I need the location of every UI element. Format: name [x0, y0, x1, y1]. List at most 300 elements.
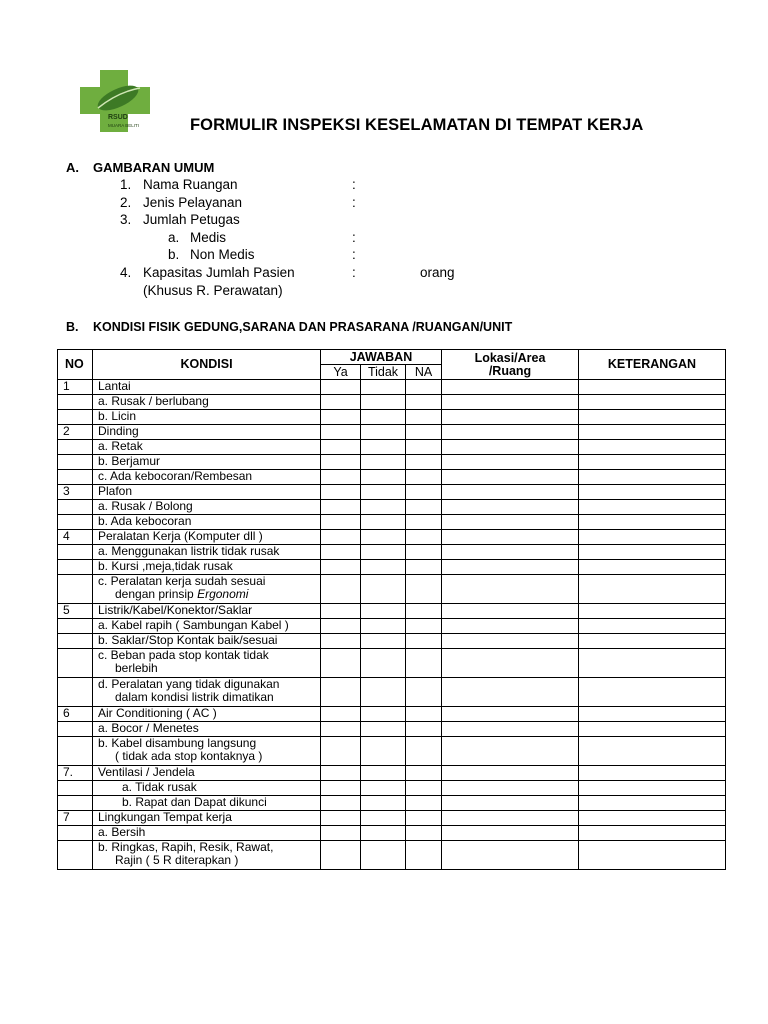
answer-ya-cell[interactable] — [321, 678, 361, 707]
row-kondisi — [93, 545, 321, 560]
row-kondisi — [93, 826, 321, 841]
kondisi-line1: d. Peralatan yang tidak digunakan — [98, 677, 280, 691]
kondisi-line1: Dinding — [98, 424, 139, 438]
lokasi-cell[interactable] — [442, 649, 579, 678]
answer-tidak-cell[interactable] — [361, 811, 406, 826]
lokasi-cell[interactable] — [442, 485, 579, 500]
logo-subtext: MUARA BELITI — [108, 123, 140, 128]
section-a-title: GAMBARAN UMUM — [93, 160, 215, 175]
kondisi-line2 — [98, 854, 320, 867]
keterangan-cell[interactable] — [579, 545, 726, 560]
answer-ya-cell[interactable] — [321, 619, 361, 634]
answer-tidak-cell[interactable] — [361, 766, 406, 781]
row-number — [58, 560, 93, 575]
kondisi-line2-text: ( tidak ada stop kontaknya ) — [115, 749, 263, 763]
keterangan-cell[interactable] — [579, 841, 726, 870]
kondisi-line1: a. Bersih — [98, 825, 146, 839]
table-row — [58, 766, 726, 781]
row-number — [58, 575, 93, 604]
answer-tidak-cell[interactable] — [361, 619, 406, 634]
kapasitas-colon: : — [352, 265, 356, 280]
jenis-pelayanan-colon: : — [352, 195, 356, 210]
item-num: b. — [168, 247, 180, 262]
answer-na-cell[interactable] — [406, 425, 442, 440]
answer-tidak-cell[interactable] — [361, 575, 406, 604]
kondisi-line1: b. Berjamur — [98, 454, 161, 468]
row-kondisi — [93, 634, 321, 649]
row-number — [58, 515, 93, 530]
table-row — [58, 560, 726, 575]
row-number — [58, 470, 93, 485]
answer-ya-cell[interactable] — [321, 766, 361, 781]
header-na: NA — [406, 365, 442, 380]
answer-tidak-cell[interactable] — [361, 470, 406, 485]
header-no: NO — [58, 350, 93, 380]
answer-tidak-cell[interactable] — [361, 560, 406, 575]
answer-na-cell[interactable] — [406, 515, 442, 530]
kondisi-line1: b. Saklar/Stop Kontak baik/sesuai — [98, 633, 278, 647]
answer-tidak-cell[interactable] — [361, 455, 406, 470]
lokasi-cell[interactable] — [442, 811, 579, 826]
answer-ya-cell[interactable] — [321, 604, 361, 619]
table-row — [58, 425, 726, 440]
table-row — [58, 722, 726, 737]
keterangan-cell[interactable] — [579, 470, 726, 485]
kondisi-line2-text: Rajin ( 5 R diterapkan ) — [115, 853, 239, 867]
row-kondisi — [93, 722, 321, 737]
table-row — [58, 649, 726, 678]
lokasi-cell[interactable] — [442, 678, 579, 707]
table-row — [58, 781, 726, 796]
non-medis-colon: : — [352, 247, 356, 262]
answer-tidak-cell[interactable] — [361, 604, 406, 619]
row-kondisi — [93, 485, 321, 500]
keterangan-cell[interactable] — [579, 440, 726, 455]
keterangan-cell[interactable] — [579, 811, 726, 826]
answer-ya-cell[interactable] — [321, 575, 361, 604]
lokasi-cell[interactable] — [442, 826, 579, 841]
inspection-table — [57, 349, 726, 870]
answer-ya-cell[interactable] — [321, 485, 361, 500]
answer-na-cell[interactable] — [406, 500, 442, 515]
lokasi-cell[interactable] — [442, 619, 579, 634]
row-number — [58, 826, 93, 841]
keterangan-cell[interactable] — [579, 604, 726, 619]
item-num: 3. — [120, 212, 132, 227]
keterangan-cell[interactable] — [579, 575, 726, 604]
answer-tidak-cell[interactable] — [361, 722, 406, 737]
answer-ya-cell[interactable] — [321, 826, 361, 841]
header-jawaban: JAWABAN — [321, 350, 442, 365]
answer-ya-cell[interactable] — [321, 707, 361, 722]
row-number — [58, 781, 93, 796]
answer-ya-cell[interactable] — [321, 380, 361, 395]
kondisi-line1: b. Kabel disambung langsung — [98, 736, 257, 750]
kondisi-line1: Plafon — [98, 484, 133, 498]
keterangan-cell[interactable] — [579, 766, 726, 781]
row-kondisi — [93, 440, 321, 455]
table-row — [58, 470, 726, 485]
answer-na-cell[interactable] — [406, 737, 442, 766]
kondisi-line2 — [98, 750, 320, 763]
row-number: 4 — [58, 530, 93, 545]
kondisi-line2 — [98, 691, 320, 704]
answer-tidak-cell[interactable] — [361, 530, 406, 545]
row-kondisi — [93, 707, 321, 722]
non-medis-label: Non Medis — [190, 247, 255, 262]
answer-tidak-cell[interactable] — [361, 649, 406, 678]
kondisi-line2 — [98, 662, 320, 675]
table-row — [58, 545, 726, 560]
keterangan-cell[interactable] — [579, 560, 726, 575]
kondisi-line1: b. Ringkas, Rapih, Resik, Rawat, — [98, 840, 274, 854]
answer-na-cell[interactable] — [406, 826, 442, 841]
keterangan-cell[interactable] — [579, 649, 726, 678]
answer-tidak-cell[interactable] — [361, 485, 406, 500]
answer-na-cell[interactable] — [406, 604, 442, 619]
answer-na-cell[interactable] — [406, 410, 442, 425]
answer-ya-cell[interactable] — [321, 455, 361, 470]
keterangan-cell[interactable] — [579, 410, 726, 425]
answer-na-cell[interactable] — [406, 781, 442, 796]
table-row — [58, 634, 726, 649]
kondisi-line1: c. Beban pada stop kontak tidak — [98, 648, 269, 662]
row-kondisi — [93, 500, 321, 515]
keterangan-cell[interactable] — [579, 722, 726, 737]
header-keterangan: KETERANGAN — [579, 350, 726, 380]
row-number — [58, 678, 93, 707]
row-kondisi — [93, 395, 321, 410]
answer-na-cell[interactable] — [406, 634, 442, 649]
kondisi-line1: Listrik/Kabel/Konektor/Saklar — [98, 603, 253, 617]
table-row — [58, 811, 726, 826]
row-number — [58, 545, 93, 560]
lokasi-cell[interactable] — [442, 781, 579, 796]
answer-tidak-cell[interactable] — [361, 440, 406, 455]
answer-na-cell[interactable] — [406, 485, 442, 500]
keterangan-cell[interactable] — [579, 485, 726, 500]
row-kondisi — [93, 781, 321, 796]
answer-ya-cell[interactable] — [321, 425, 361, 440]
answer-na-cell[interactable] — [406, 707, 442, 722]
section-a — [66, 160, 214, 175]
answer-ya-cell[interactable] — [321, 796, 361, 811]
answer-tidak-cell[interactable] — [361, 425, 406, 440]
nama-ruangan-colon: : — [352, 177, 356, 192]
answer-na-cell[interactable] — [406, 678, 442, 707]
keterangan-cell[interactable] — [579, 737, 726, 766]
answer-na-cell[interactable] — [406, 619, 442, 634]
kondisi-line1: b. Rapat dan Dapat dikunci — [122, 795, 267, 809]
row-number — [58, 649, 93, 678]
header-lokasi-line2: /Ruang — [488, 363, 532, 378]
answer-na-cell[interactable] — [406, 455, 442, 470]
row-number: 7 — [58, 811, 93, 826]
header-kondisi: KONDISI — [93, 350, 321, 380]
row-kondisi — [93, 649, 321, 678]
answer-tidak-cell[interactable] — [361, 826, 406, 841]
lokasi-cell[interactable] — [442, 515, 579, 530]
row-number — [58, 410, 93, 425]
table-row — [58, 455, 726, 470]
kondisi-line1: b. Ada kebocoran — [98, 514, 192, 528]
lokasi-cell[interactable] — [442, 634, 579, 649]
answer-ya-cell[interactable] — [321, 841, 361, 870]
kondisi-line1: a. Menggunakan listrik tidak rusak — [98, 544, 280, 558]
table-row — [58, 410, 726, 425]
row-kondisi — [93, 841, 321, 870]
row-number — [58, 619, 93, 634]
form-title: FORMULIR INSPEKSI KESELAMATAN DI TEMPAT KERJA — [190, 116, 644, 134]
lokasi-cell[interactable] — [442, 380, 579, 395]
kapasitas-unit: orang — [420, 265, 455, 280]
table-row — [58, 380, 726, 395]
lokasi-cell[interactable] — [442, 470, 579, 485]
row-number — [58, 796, 93, 811]
lokasi-cell[interactable] — [442, 575, 579, 604]
row-number: 3 — [58, 485, 93, 500]
table-row — [58, 530, 726, 545]
answer-na-cell[interactable] — [406, 796, 442, 811]
header-ya: Ya — [321, 365, 361, 380]
table-row — [58, 500, 726, 515]
row-kondisi — [93, 766, 321, 781]
lokasi-cell[interactable] — [442, 545, 579, 560]
answer-ya-cell[interactable] — [321, 410, 361, 425]
logo-text: RSUD — [108, 114, 128, 121]
keterangan-cell[interactable] — [579, 796, 726, 811]
lokasi-cell[interactable] — [442, 500, 579, 515]
kondisi-line2-italic: Ergonomi — [197, 587, 249, 601]
keterangan-cell[interactable] — [579, 619, 726, 634]
table-row — [58, 678, 726, 707]
kondisi-line1: c. Ada kebocoran/Rembesan — [98, 469, 253, 483]
jumlah-petugas-label: Jumlah Petugas — [143, 212, 240, 227]
answer-na-cell[interactable] — [406, 470, 442, 485]
keterangan-cell[interactable] — [579, 826, 726, 841]
kondisi-line1: b. Licin — [98, 409, 137, 423]
row-kondisi — [93, 678, 321, 707]
keterangan-cell[interactable] — [579, 781, 726, 796]
lokasi-cell[interactable] — [442, 440, 579, 455]
answer-ya-cell[interactable] — [321, 560, 361, 575]
answer-na-cell[interactable] — [406, 380, 442, 395]
row-number — [58, 440, 93, 455]
kondisi-line1: b. Kursi ,meja,tidak rusak — [98, 559, 233, 573]
table-row — [58, 737, 726, 766]
answer-na-cell[interactable] — [406, 811, 442, 826]
row-kondisi — [93, 604, 321, 619]
row-kondisi — [93, 455, 321, 470]
nama-ruangan-label: Nama Ruangan — [143, 177, 238, 192]
row-kondisi — [93, 425, 321, 440]
header-tidak: Tidak — [361, 365, 406, 380]
row-kondisi — [93, 737, 321, 766]
keterangan-cell[interactable] — [579, 634, 726, 649]
lokasi-cell[interactable] — [442, 737, 579, 766]
item-num: 1. — [120, 177, 132, 192]
kondisi-line1: a. Rusak / berlubang — [98, 394, 209, 408]
answer-ya-cell[interactable] — [321, 634, 361, 649]
row-number: 1 — [58, 380, 93, 395]
table-row — [58, 796, 726, 811]
section-b-heading — [66, 320, 512, 334]
kondisi-line1: Peralatan Kerja (Komputer dll ) — [98, 529, 263, 543]
answer-tidak-cell[interactable] — [361, 634, 406, 649]
hospital-logo — [80, 70, 170, 132]
table-row — [58, 440, 726, 455]
kondisi-line1: a. Kabel rapih ( Sambungan Kabel ) — [98, 618, 289, 632]
section-a-letter: A. — [66, 160, 79, 175]
item-num: 2. — [120, 195, 132, 210]
kondisi-line1: a. Bocor / Menetes — [98, 721, 199, 735]
khusus-note: (Khusus R. Perawatan) — [143, 283, 283, 298]
lokasi-cell[interactable] — [442, 530, 579, 545]
section-a-heading — [66, 160, 214, 175]
row-number — [58, 395, 93, 410]
keterangan-cell[interactable] — [579, 515, 726, 530]
row-kondisi — [93, 811, 321, 826]
row-number — [58, 737, 93, 766]
lokasi-cell[interactable] — [442, 722, 579, 737]
keterangan-cell[interactable] — [579, 707, 726, 722]
lokasi-cell[interactable] — [442, 455, 579, 470]
answer-ya-cell[interactable] — [321, 470, 361, 485]
answer-tidak-cell[interactable] — [361, 380, 406, 395]
table-row — [58, 485, 726, 500]
table-row — [58, 604, 726, 619]
answer-ya-cell[interactable] — [321, 500, 361, 515]
row-number — [58, 455, 93, 470]
kondisi-line2-text: berlebih — [115, 661, 158, 675]
row-number — [58, 634, 93, 649]
answer-ya-cell[interactable] — [321, 737, 361, 766]
row-kondisi — [93, 796, 321, 811]
section-b-title: KONDISI FISIK GEDUNG,SARANA DAN PRASARANA /RUANGAN/UNIT — [93, 320, 513, 334]
row-number — [58, 841, 93, 870]
answer-na-cell[interactable] — [406, 649, 442, 678]
answer-ya-cell[interactable] — [321, 530, 361, 545]
answer-tidak-cell[interactable] — [361, 678, 406, 707]
row-kondisi — [93, 515, 321, 530]
lokasi-cell[interactable] — [442, 766, 579, 781]
lokasi-cell[interactable] — [442, 796, 579, 811]
keterangan-cell[interactable] — [579, 530, 726, 545]
lokasi-cell[interactable] — [442, 560, 579, 575]
answer-tidak-cell[interactable] — [361, 796, 406, 811]
answer-ya-cell[interactable] — [321, 440, 361, 455]
lokasi-cell[interactable] — [442, 395, 579, 410]
row-number: 6 — [58, 707, 93, 722]
kondisi-line1: Lingkungan Tempat kerja — [98, 810, 232, 824]
answer-na-cell[interactable] — [406, 530, 442, 545]
row-number: 7. — [58, 766, 93, 781]
lokasi-cell[interactable] — [442, 425, 579, 440]
answer-ya-cell[interactable] — [321, 781, 361, 796]
answer-ya-cell[interactable] — [321, 649, 361, 678]
keterangan-cell[interactable] — [579, 500, 726, 515]
row-number: 5 — [58, 604, 93, 619]
answer-ya-cell[interactable] — [321, 545, 361, 560]
item-num: 4. — [120, 265, 132, 280]
kondisi-line1: Lantai — [98, 379, 131, 393]
table-row — [58, 575, 726, 604]
answer-na-cell[interactable] — [406, 545, 442, 560]
row-kondisi — [93, 380, 321, 395]
answer-na-cell[interactable] — [406, 766, 442, 781]
answer-na-cell[interactable] — [406, 722, 442, 737]
kondisi-line1: Air Conditioning ( AC ) — [98, 706, 217, 720]
answer-tidak-cell[interactable] — [361, 395, 406, 410]
answer-na-cell[interactable] — [406, 560, 442, 575]
table-row — [58, 826, 726, 841]
answer-tidak-cell[interactable] — [361, 781, 406, 796]
lokasi-cell[interactable] — [442, 604, 579, 619]
kondisi-line2-text: dengan prinsip — [115, 587, 198, 601]
table-row — [58, 707, 726, 722]
table-row — [58, 619, 726, 634]
answer-ya-cell[interactable] — [321, 811, 361, 826]
row-kondisi — [93, 530, 321, 545]
keterangan-cell[interactable] — [579, 455, 726, 470]
answer-ya-cell[interactable] — [321, 515, 361, 530]
keterangan-cell[interactable] — [579, 425, 726, 440]
table-row — [58, 841, 726, 870]
answer-tidak-cell[interactable] — [361, 545, 406, 560]
answer-tidak-cell[interactable] — [361, 515, 406, 530]
row-kondisi — [93, 575, 321, 604]
answer-ya-cell[interactable] — [321, 722, 361, 737]
kondisi-line1: Ventilasi / Jendela — [98, 765, 195, 779]
answer-tidak-cell[interactable] — [361, 410, 406, 425]
kondisi-line1: c. Peralatan kerja sudah sesuai — [98, 574, 266, 588]
kapasitas-label: Kapasitas Jumlah Pasien — [143, 265, 295, 280]
lokasi-cell[interactable] — [442, 410, 579, 425]
lokasi-cell[interactable] — [442, 841, 579, 870]
keterangan-cell[interactable] — [579, 395, 726, 410]
kondisi-line1: a. Retak — [98, 439, 143, 453]
medis-colon: : — [352, 230, 356, 245]
row-kondisi — [93, 470, 321, 485]
kondisi-line1: a. Tidak rusak — [122, 780, 197, 794]
row-kondisi — [93, 560, 321, 575]
row-kondisi — [93, 619, 321, 634]
answer-tidak-cell[interactable] — [361, 737, 406, 766]
row-number — [58, 500, 93, 515]
lokasi-cell[interactable] — [442, 707, 579, 722]
kondisi-line2 — [98, 588, 320, 601]
row-kondisi — [93, 410, 321, 425]
kondisi-line2-text: dalam kondisi listrik dimatikan — [115, 690, 274, 704]
answer-ya-cell[interactable] — [321, 395, 361, 410]
answer-tidak-cell[interactable] — [361, 841, 406, 870]
keterangan-cell[interactable] — [579, 678, 726, 707]
answer-na-cell[interactable] — [406, 440, 442, 455]
kondisi-line1: a. Rusak / Bolong — [98, 499, 193, 513]
section-b-letter: B. — [66, 320, 79, 334]
answer-tidak-cell[interactable] — [361, 707, 406, 722]
medis-label: Medis — [190, 230, 227, 245]
answer-tidak-cell[interactable] — [361, 500, 406, 515]
answer-na-cell[interactable] — [406, 841, 442, 870]
answer-na-cell[interactable] — [406, 575, 442, 604]
row-number — [58, 722, 93, 737]
header-lokasi — [442, 350, 579, 380]
table-row — [58, 515, 726, 530]
table-row — [58, 395, 726, 410]
answer-na-cell[interactable] — [406, 395, 442, 410]
keterangan-cell[interactable] — [579, 380, 726, 395]
